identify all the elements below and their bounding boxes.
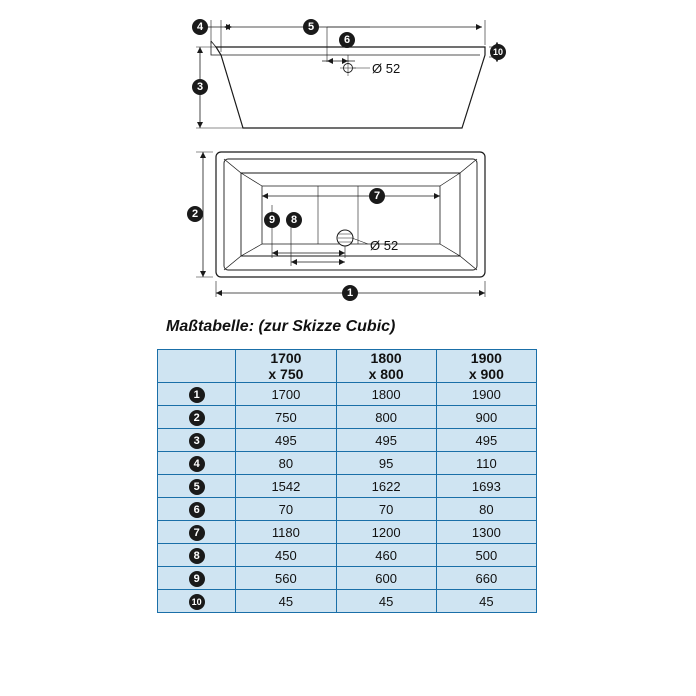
cell-r5-c2: 1622 (336, 475, 436, 498)
cell-r1-c3: 1900 (436, 383, 536, 406)
callout-8: 8 (286, 212, 302, 228)
cell-r6-c1: 70 (236, 498, 336, 521)
cell-r7-c2: 1200 (336, 521, 436, 544)
cell-r3-c1: 495 (236, 429, 336, 452)
callout-1: 1 (342, 285, 358, 301)
front-diameter-label: Ø 52 (372, 61, 401, 76)
cell-r7-c3: 1300 (436, 521, 536, 544)
cell-r4-c1: 80 (236, 452, 336, 475)
row-label-5 (158, 475, 236, 498)
header-col-2-line1: 1800 (370, 350, 402, 366)
table-header-row (158, 350, 537, 383)
cell-r2-c2: 800 (336, 406, 436, 429)
tub-front-outline (216, 47, 485, 128)
top-diameter-label: Ø 52 (370, 238, 399, 253)
row-badge: 8 (189, 548, 205, 564)
table-title-rest: (zur Skizze Cubic) (254, 318, 396, 335)
callout-6: 6 (339, 32, 355, 48)
table-row (158, 452, 537, 475)
cell-r8-c1: 450 (236, 544, 336, 567)
cell-r4-c3: 110 (436, 452, 536, 475)
header-col-3-line2: x 900 (468, 366, 504, 382)
cell-r10-c1: 45 (236, 590, 336, 613)
callout-7: 7 (369, 188, 385, 204)
cell-r10-c3: 45 (436, 590, 536, 613)
row-badge: 9 (189, 571, 205, 587)
cell-r5-c1: 1542 (236, 475, 336, 498)
header-col-2-line2: x 800 (368, 366, 404, 382)
callout-3: 3 (192, 79, 208, 95)
header-col-1 (236, 350, 336, 383)
table-row (158, 383, 537, 406)
table-row (158, 590, 537, 613)
dimension-table (157, 349, 537, 613)
row-badge: 2 (189, 410, 205, 426)
cell-r9-c1: 560 (236, 567, 336, 590)
row-badge: 7 (189, 525, 205, 541)
cell-r9-c3: 660 (436, 567, 536, 590)
row-label-7 (158, 521, 236, 544)
table-title (166, 318, 395, 336)
table-row (158, 521, 537, 544)
row-label-9 (158, 567, 236, 590)
cell-r5-c3: 1693 (436, 475, 536, 498)
header-col-1-line2: x 750 (268, 366, 304, 382)
cell-r7-c1: 1180 (236, 521, 336, 544)
table-row (158, 544, 537, 567)
header-blank (158, 350, 236, 383)
table-row (158, 498, 537, 521)
row-badge: 1 (189, 387, 205, 403)
row-badge: 10 (189, 594, 205, 610)
cell-r8-c3: 500 (436, 544, 536, 567)
cell-r4-c2: 95 (336, 452, 436, 475)
table-row (158, 567, 537, 590)
callout-2: 2 (187, 206, 203, 222)
row-label-1 (158, 383, 236, 406)
row-badge: 5 (189, 479, 205, 495)
cell-r3-c2: 495 (336, 429, 436, 452)
cell-r9-c2: 600 (336, 567, 436, 590)
callout-5: 5 (303, 19, 319, 35)
cell-r10-c2: 45 (336, 590, 436, 613)
callout-9: 9 (264, 212, 280, 228)
cell-r8-c2: 460 (336, 544, 436, 567)
table-row (158, 429, 537, 452)
row-badge: 3 (189, 433, 205, 449)
row-label-4 (158, 452, 236, 475)
cell-r1-c2: 1800 (336, 383, 436, 406)
cell-r6-c2: 70 (336, 498, 436, 521)
header-col-1-line1: 1700 (270, 350, 302, 366)
row-label-3 (158, 429, 236, 452)
callout-10: 10 (490, 44, 506, 60)
table-row (158, 406, 537, 429)
row-label-10 (158, 590, 236, 613)
row-label-6 (158, 498, 236, 521)
table-title-bold: Maßtabelle: (166, 318, 255, 335)
row-badge: 6 (189, 502, 205, 518)
row-label-2 (158, 406, 236, 429)
cell-r6-c3: 80 (436, 498, 536, 521)
table-row (158, 475, 537, 498)
cell-r3-c3: 495 (436, 429, 536, 452)
cell-r2-c1: 750 (236, 406, 336, 429)
row-label-8 (158, 544, 236, 567)
header-col-3 (436, 350, 536, 383)
header-col-2 (336, 350, 436, 383)
cell-r1-c1: 1700 (236, 383, 336, 406)
row-badge: 4 (189, 456, 205, 472)
cell-r2-c3: 900 (436, 406, 536, 429)
callout-4: 4 (192, 19, 208, 35)
header-col-3-line1: 1900 (470, 350, 502, 366)
